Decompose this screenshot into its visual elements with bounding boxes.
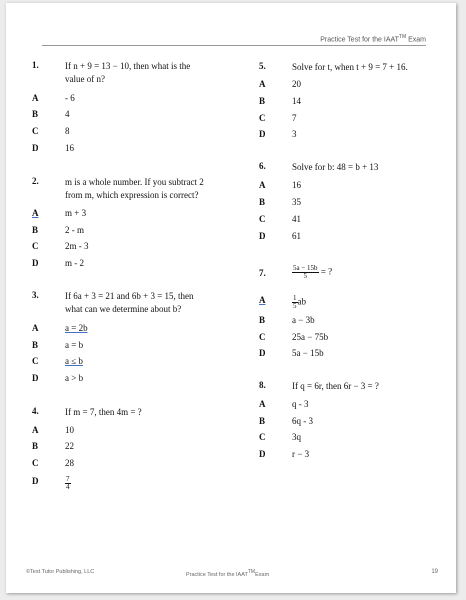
fraction: $\frac{1}{5}$ [293,294,297,310]
worksheet-page: Practice Test for the IAAT™ Exam 1. If n + 9 = 13 − 10, then what is the value of n? A - 6 B 4 C 8 D 16 2. m is a whole number. If you subtract 2 from m, which expression is correct? A m + 3 B 2 - m C 2m - 3 D m - 2 3. If 6a + 3 = 21 and 6b + 3 = 15, then what can we determine about b? A a = 2b B a = b C a ≤ b D a > b 4. If m = 7, then 4m = ? A 10 B 22 C 28 D $\frac{7}{4}$ 5. Solve for t, when t + 9 = 7 + 16. A 20 B 14 C 7 D 3 6. Solve for b: 48 = b + 13 A 16 B 35 C 41 D 61 7. $\frac{5a - 15b}{5}$ = ? A $\frac{1}{5}$ ab B a − 3b C 25a − 75b D 5a − 15b 8. If q = 6r, then 6r − 3 = ? A q - 3 B 6q - 3 C 3q D r − 3 ©Test Tutor Publishing, LLC Practice Test for the IAAT™Exam 19 [6,3,456,593]
question-text: If q = 6r, then 6r − 3 = ? [292,381,379,391]
question-number: 4. [32,406,39,416]
page-number: 19 [431,569,438,575]
question-text: If 6a + 3 = 21 and 6b + 3 = 15, then what can we determine about b? [65,291,194,314]
fraction: $\frac{5a - 15b}{5}$ [293,264,318,280]
question-number: 5. [259,61,266,71]
header-title: Practice Test for the IAAT [320,36,399,44]
question-number: 7. [259,268,266,278]
question-text: If m = 7, then 4m = ? [65,407,142,417]
fraction: $\frac{7}{4}$ [66,475,70,491]
question-number: 6. [259,161,266,171]
question-text: m is a whole number. If you subtract 2 from m, which expression is correct? [65,177,204,200]
question-number: 3. [32,290,39,300]
footer-title: Practice Test for the IAAT™Exam [186,569,270,578]
question-number: 1. [32,60,39,70]
page-header [42,34,426,46]
header-trademark: TM [398,34,407,40]
footer-copyright: ©Test Tutor Publishing, LLC [26,569,95,575]
header-suffix: Exam [406,36,426,44]
question-text: Solve for b: 48 = b + 13 [292,162,379,172]
question-text: $\frac{5a - 15b}{5}$ = ? [293,264,333,280]
question-number: 2. [32,176,39,186]
question-number: 8. [259,380,266,390]
question-text: Solve for t, when t + 9 = 7 + 16. [292,62,408,72]
question-text: If n + 9 = 13 − 10, then what is the value of n? [65,61,191,84]
